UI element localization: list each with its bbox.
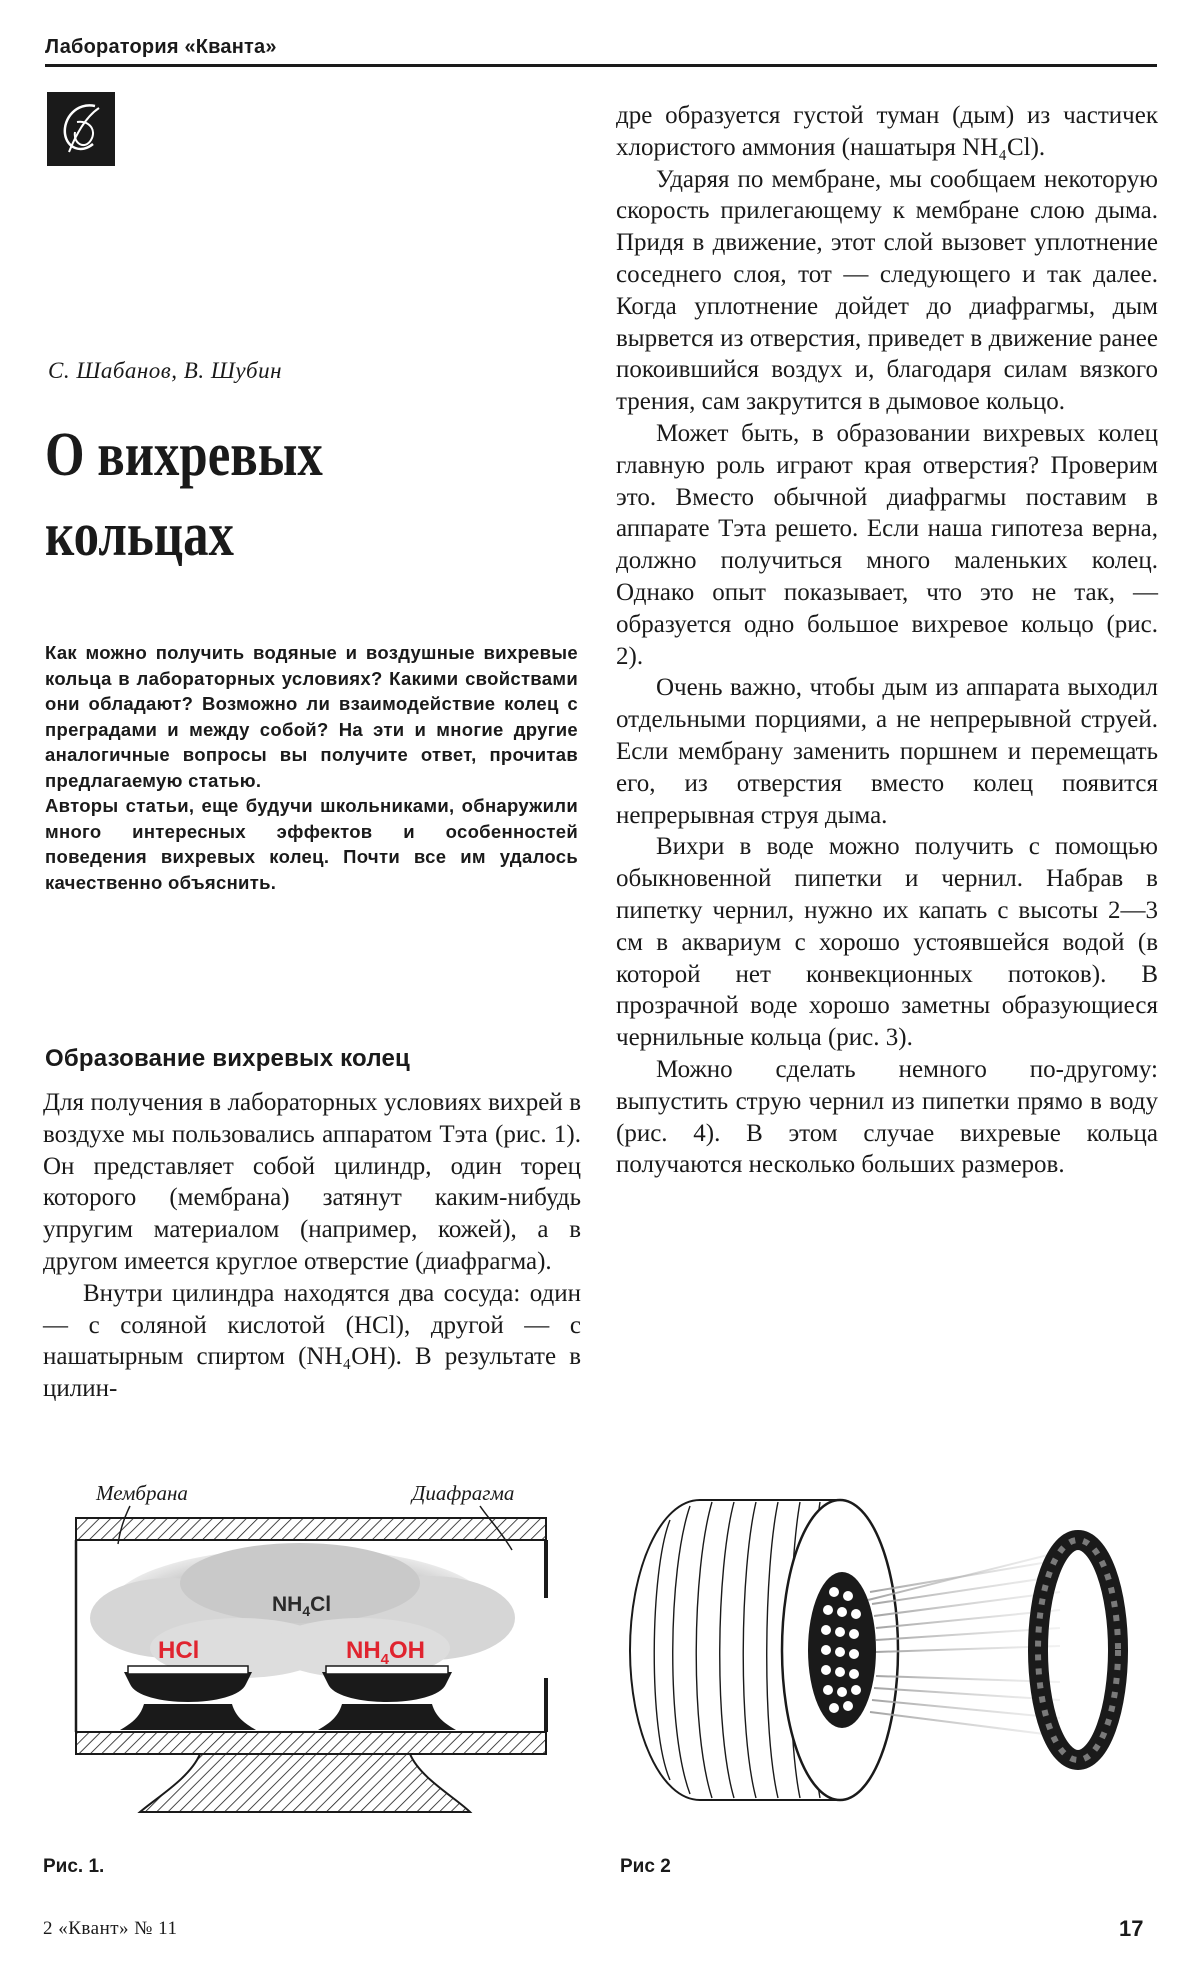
body-paragraph: дре образуется густой туман (дым) из частичек хлористого аммония (нашатыря NH₄Cl). bbox=[616, 102, 1158, 161]
body-paragraph: Ударяя по мембране, мы сообщаем некоторую скорость прилегающему к мембране слою дыма. Придя в движение, этот слой вызовет уплотнение соседнего слоя, тот — следующего и так далее. Когда уплотнение дойдет до диафрагмы, дым вырвется из отверстия, приведет в движение ранее покоившийся воздух и, благодаря силам вязкого трения, сам закрутится в дымовое кольцо. bbox=[616, 165, 1158, 416]
label-diaphragm: Диафрагма bbox=[412, 1481, 515, 1505]
header-rule bbox=[45, 64, 1157, 67]
lead-paragraph: Авторы статьи, еще будучи школьниками, обнаружили много интересных эффектов и особенностей поведения вихревых колец. Почти все им удалось качественно объяснить. bbox=[45, 795, 578, 893]
dish-nh4oh-base bbox=[318, 1704, 456, 1730]
cylinder-top-wall bbox=[76, 1518, 546, 1540]
article-title bbox=[45, 415, 455, 575]
figure-1-caption: Рис. 1. bbox=[43, 1856, 105, 1877]
running-head: Лаборатория «Кванта» bbox=[45, 36, 277, 58]
left-column bbox=[43, 1087, 581, 1405]
body-paragraph: Внутри цилиндра находятся два сосуда: один — с соляной кислотой (HCl), другой — с нашатырным спиртом (NH₄OH). В результате в цилин- bbox=[43, 1279, 581, 1403]
article-title-line1: О вихревых bbox=[45, 421, 323, 489]
body-paragraph: Можно сделать немного по-другому: выпустить струю чернил из пипетки прямо в воду (рис. 4). В этом случае вихревые кольца получаются несколько больших размеров. bbox=[616, 1055, 1158, 1179]
label-nh4cl: $NH_4Cl$ bbox=[272, 1593, 332, 1619]
article-title-line2: кольцах bbox=[45, 501, 234, 569]
body-paragraph: Вихри в воде можно получить с помощью обыкновенной пипетки и чернил. Набрав в пипетку чернил, нужно их капать с высоты 2—3 см в аквариум с хорошо устоявшейся водой (в которой нет конвекционных потоков). В прозрачной воде хорошо заметны образующиеся чернильные кольца (рис. 3). bbox=[616, 833, 1158, 1052]
page-number: 17 bbox=[1119, 1916, 1144, 1941]
label-membrane: Мембрана bbox=[96, 1481, 188, 1505]
section-heading: Образование вихревых колец bbox=[45, 1045, 410, 1072]
dish-hcl-base bbox=[120, 1704, 256, 1730]
figure-2-sieve-ring bbox=[620, 1480, 1160, 1840]
footer-issue: 2 «Квант» № 11 bbox=[43, 1918, 178, 1939]
body-paragraph: Очень важно, чтобы дым из аппарата выходил отдельными порциями, а не непрерывной струей. Если мембрану заменить поршнем и перемещать его, из отверстия вместо колец появится непрерывная струя дыма. bbox=[616, 674, 1158, 829]
body-paragraph: Для получения в лабораторных условиях вихрей в воздухе мы пользовались аппаратом Тэта (рис. 1). Он представляет собой цилиндр, один торец которого (мембрана) затянут каким-нибудь упругим материалом (например, кожей), а в другом имеется круглое отверстие (диафрагма). bbox=[43, 1089, 581, 1275]
body-paragraph: Может быть, в образовании вихревых колец главную роль играют края отверстия? Проверим это. Вместо обычной диафрагмы поставим в аппарате Тэта решето. Если наша гипотеза верна, должно получиться много маленьких колец. Однако опыт показывает, что это не так, — образуется одно большое вихревое кольцо (рис. 2). bbox=[616, 419, 1158, 670]
section-logo-icon bbox=[47, 92, 115, 166]
label-nh4oh: $NH_4OH$ bbox=[346, 1637, 426, 1668]
label-hcl: HCl bbox=[158, 1637, 200, 1664]
cylinder-bottom-wall bbox=[76, 1732, 546, 1754]
dish-hcl bbox=[124, 1672, 252, 1702]
dish-nh4oh bbox=[322, 1672, 452, 1702]
lead-paragraph: Как можно получить водяные и воздушные вихревые кольца в лабораторных условиях? Какими свойствами они обладают? Возможно ли взаимодействие колец с преградами и между собой? На эти и многие другие аналогичные вопросы вы получите ответ, прочитав предлагаемую статью. bbox=[45, 642, 578, 791]
right-column bbox=[616, 100, 1158, 1181]
article-authors: С. Шабанов, В. Шубин bbox=[48, 358, 283, 383]
figure-1-tait-apparatus bbox=[60, 1478, 580, 1838]
figure-2-caption: Рис 2 bbox=[620, 1856, 671, 1877]
apparatus-stand bbox=[140, 1754, 470, 1812]
article-lead bbox=[45, 640, 578, 895]
